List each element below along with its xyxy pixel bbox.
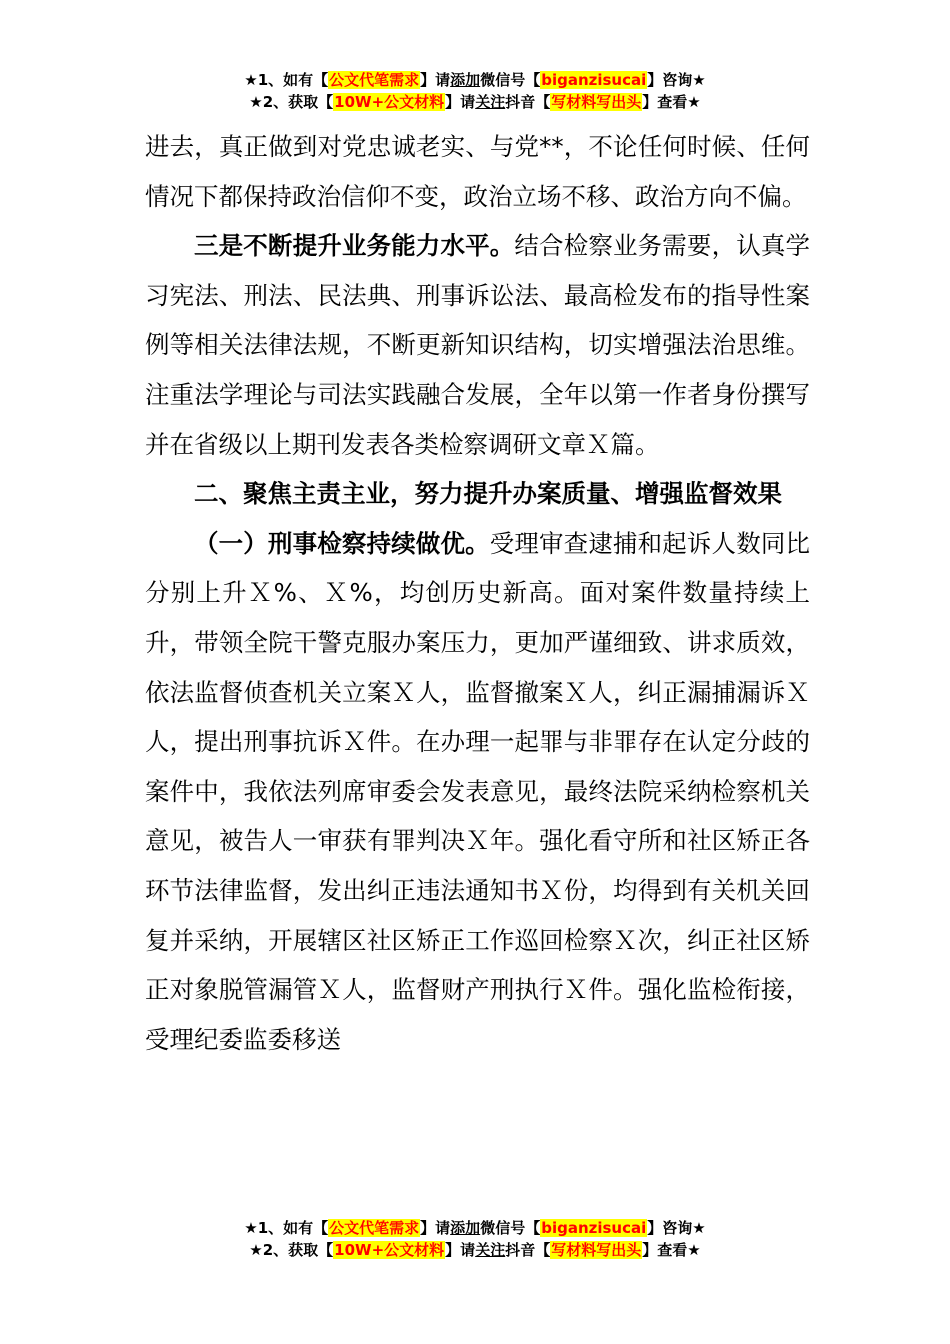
- document-body: [145, 122, 810, 1064]
- paragraph-criminal-prosecution: [145, 519, 810, 1065]
- promo-text: 2、获取【: [262, 1241, 334, 1259]
- promo-text: 】请: [445, 1241, 476, 1259]
- promo-line-1: [0, 70, 950, 92]
- promo-line-2: [0, 1240, 950, 1262]
- promo-wechat-id: biganzisucai: [541, 71, 647, 89]
- promo-text: 微信号【: [480, 1219, 541, 1237]
- promo-text: 】咨询: [647, 1219, 693, 1237]
- paragraph-text: 受理审查逮捕和起诉人数同比分别上升Ｘ%、Ｘ%，均创历史新高。面对案件数量持续上升，带领全院干警克服办案压力，更加严谨细致、讲求质效，依法监督侦查机关立案Ｘ人，监督撤案Ｘ人，纠正漏捕漏诉Ｘ人，提出刑事抗诉Ｘ件。在办理一起罪与非罪存在认定分歧的案件中，我依法列席审委会发表意见，最终法院采纳检察机关意见，被告人一审获有罪判决Ｘ年。强化看守所和社区矫正各环节法律监督，发出纠正违法通知书Ｘ份，均得到有关机关回复并采纳，开展辖区社区矫正工作巡回检察Ｘ次，纠正社区矫正对象脱管漏管Ｘ人，监督财产刑执行Ｘ件。强化监检衔接，受理纪委监委移送: [145, 528, 810, 1054]
- promo-text: 】请: [420, 71, 451, 89]
- star-icon: ★: [687, 1241, 701, 1259]
- star-icon: ★: [244, 1219, 258, 1237]
- promo-line-1: [0, 1218, 950, 1240]
- promo-douyin-id: 写材料写出头: [551, 93, 642, 111]
- promo-wechat-id: biganzisucai: [541, 1219, 647, 1237]
- footer-promo-banner: [0, 1218, 950, 1262]
- promo-text: 1、如有【: [257, 1219, 329, 1237]
- promo-highlight: 公文代笔需求: [329, 71, 420, 89]
- promo-text: 】查看: [642, 93, 688, 111]
- paragraph-continued: 进去，真正做到对党忠诚老实、与党**，不论任何时候、任何情况下都保持政治信仰不变，政治立场不移、政治方向不偏。: [145, 132, 810, 211]
- star-icon: ★: [692, 71, 706, 89]
- promo-underlined: 关注: [475, 1241, 506, 1259]
- star-icon: ★: [687, 93, 701, 111]
- star-icon: ★: [249, 1241, 263, 1259]
- promo-text: 微信号【: [480, 71, 541, 89]
- section-heading: 二、聚焦主责主业，努力提升办案质量、增强监督效果: [194, 479, 782, 509]
- star-icon: ★: [244, 71, 258, 89]
- promo-text: 抖音【: [505, 1241, 551, 1259]
- promo-text: 】请: [445, 93, 476, 111]
- promo-line-2: [0, 92, 950, 114]
- promo-text: 】请: [420, 1219, 451, 1237]
- paragraph-text: 结合检察业务需要，认真学习宪法、刑法、民法典、刑事诉讼法、最高检发布的指导性案例等相关法律法规，不断更新知识结构，切实增强法治思维。注重法学理论与司法实践融合发展，全年以第一作者身份撰写并在省级以上期刊发表各类检察调研文章Ｘ篇。: [145, 231, 811, 459]
- promo-text: 1、如有【: [257, 71, 329, 89]
- promo-underlined: 关注: [475, 93, 506, 111]
- paragraph-lead: （一）刑事检察持续做优。: [194, 528, 490, 558]
- paragraph-ability: [145, 221, 810, 469]
- star-icon: ★: [249, 93, 263, 111]
- promo-text: 】查看: [642, 1241, 688, 1259]
- promo-highlight: 公文代笔需求: [329, 1219, 420, 1237]
- promo-text: 2、获取【: [262, 93, 334, 111]
- promo-underlined: 添加: [450, 71, 481, 89]
- promo-underlined: 添加: [450, 1219, 481, 1237]
- promo-text: 抖音【: [505, 93, 551, 111]
- promo-highlight: 10W+公文材料: [334, 93, 445, 111]
- paragraph-lead: 三是不断提升业务能力水平。: [194, 231, 515, 261]
- promo-highlight: 10W+公文材料: [334, 1241, 445, 1259]
- header-promo-banner: [0, 70, 950, 114]
- star-icon: ★: [692, 1219, 706, 1237]
- promo-douyin-id: 写材料写出头: [551, 1241, 642, 1259]
- promo-text: 】咨询: [647, 71, 693, 89]
